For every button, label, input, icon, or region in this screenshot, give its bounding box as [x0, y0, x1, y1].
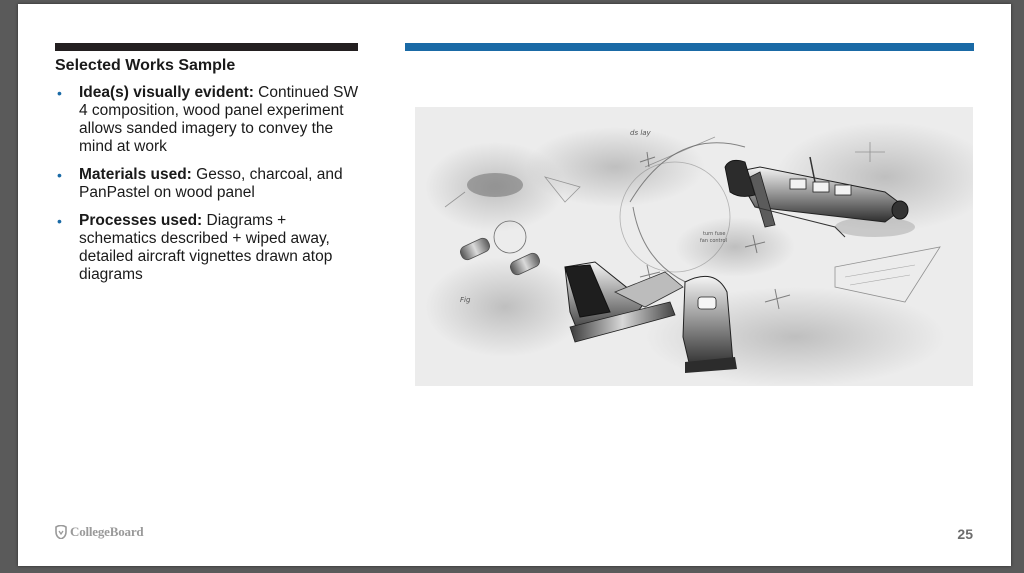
bullet-list — [55, 84, 360, 294]
bullet-processes — [55, 212, 360, 284]
bullet-text: Continued SW 4 composition, wood panel experiment allows sanded imagery to convey the mind at work — [79, 84, 359, 155]
slide — [18, 4, 1011, 566]
slide-title: Selected Works Sample — [55, 57, 236, 74]
acorn-logo-icon — [55, 525, 67, 539]
sketch-label-center-1: turn fuse — [703, 231, 726, 237]
bullet-materials — [55, 166, 360, 202]
artwork-drawing — [415, 107, 973, 386]
logo-text: CollegeBoard — [70, 524, 144, 539]
bullet-term: Materials used: — [79, 166, 192, 183]
bullet-ideas — [55, 84, 360, 156]
header-rule-right — [405, 43, 974, 51]
page-number: 25 — [957, 526, 973, 542]
sketch-label-top: ds lay — [630, 129, 651, 137]
collegeboard-logo — [55, 524, 143, 540]
bullet-marker: • — [57, 85, 62, 101]
sketch-label-center-2: fan control — [700, 238, 727, 244]
artwork-image — [415, 107, 973, 386]
bullet-term: Processes used: — [79, 212, 203, 229]
header-rule-left — [55, 43, 358, 51]
bullet-marker: • — [57, 167, 62, 183]
bullet-marker: • — [57, 213, 62, 229]
sketch-label-left: Fig — [460, 296, 471, 304]
bullet-text: Gesso, charcoal, and PanPastel on wood panel — [79, 166, 343, 201]
bullet-text: Diagrams + schematics described + wiped away, detailed aircraft vignettes drawn atop diagrams — [79, 212, 333, 283]
bullet-term: Idea(s) visually evident: — [79, 84, 254, 101]
